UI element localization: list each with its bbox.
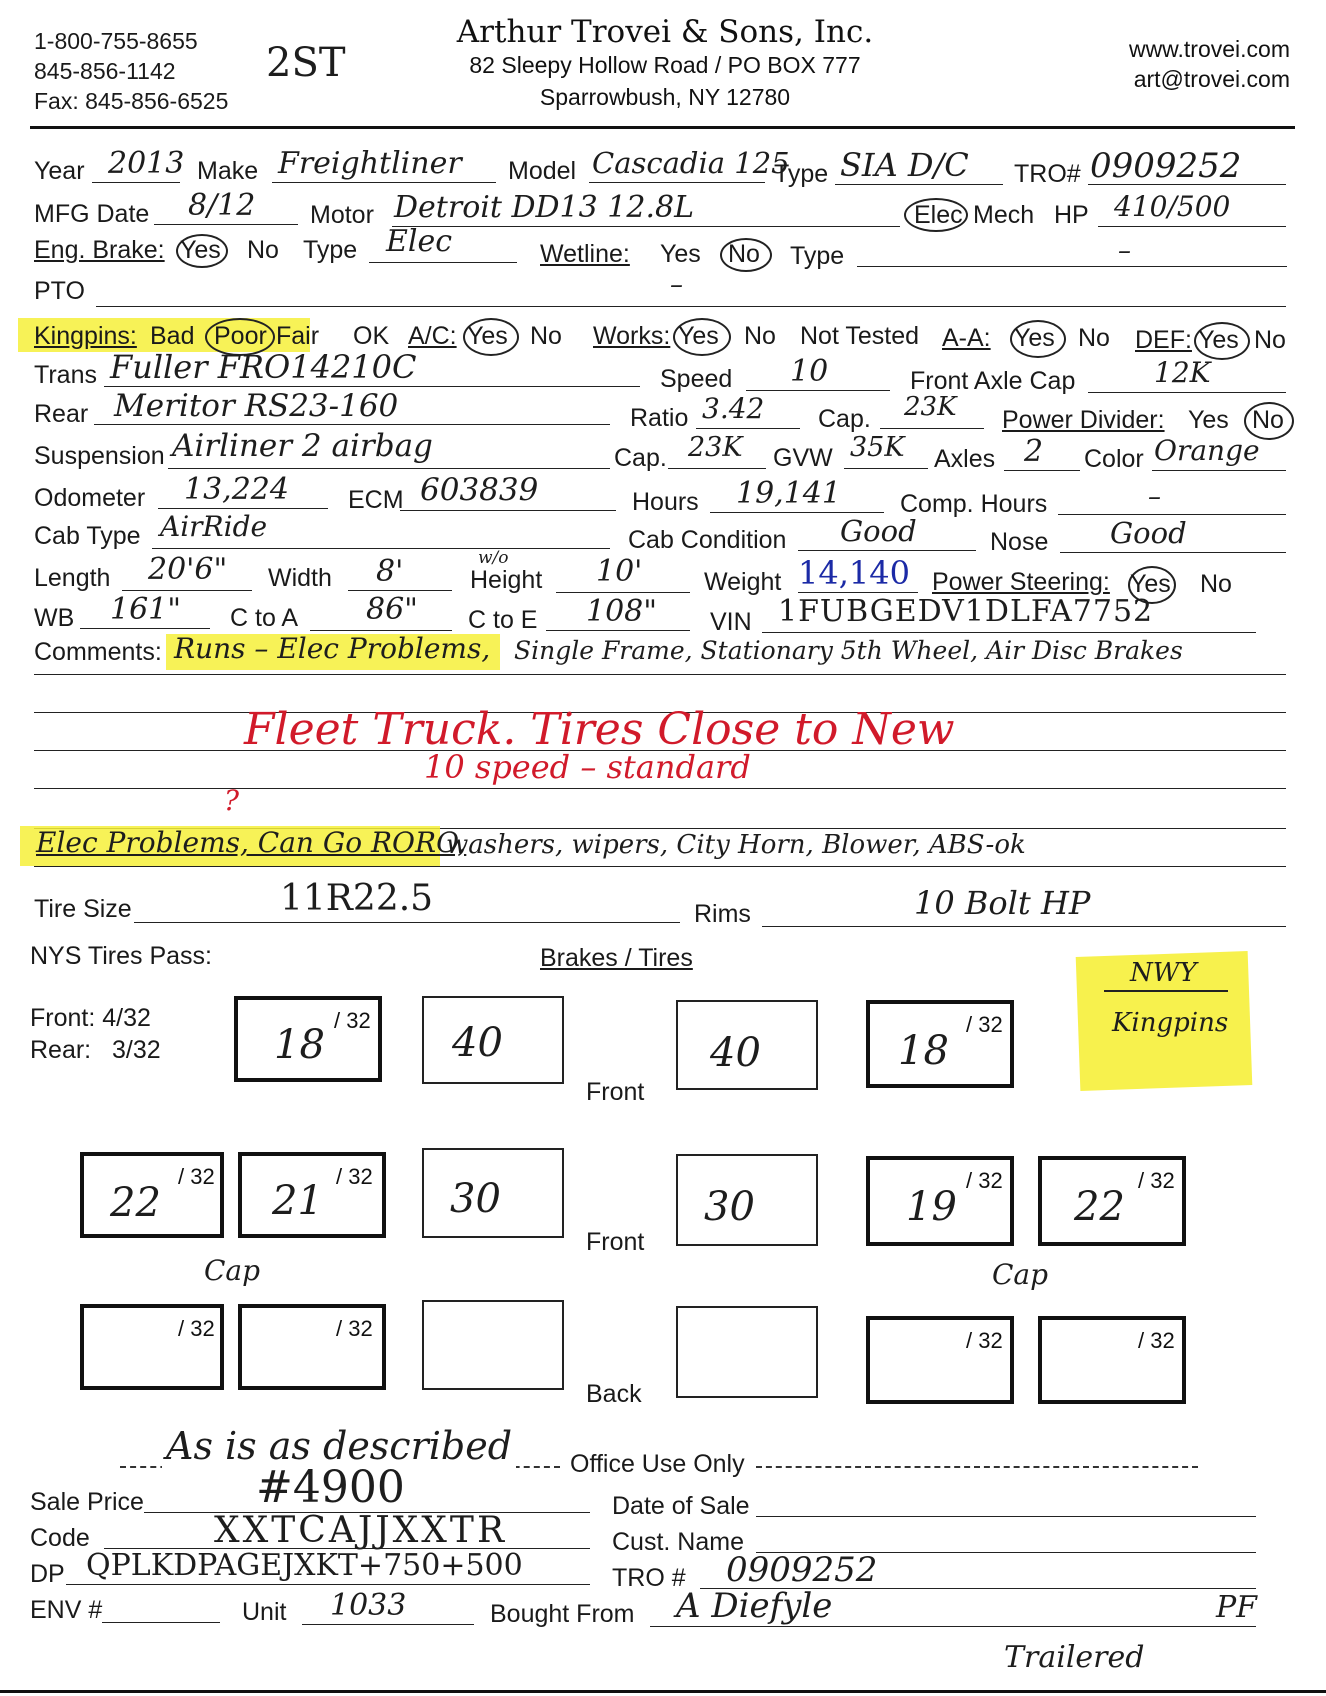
- wetline-no: No: [728, 240, 760, 268]
- sticky-note-bottom: Kingpins: [1112, 1008, 1229, 1038]
- front-axle-cap-value: 12K: [1154, 356, 1211, 389]
- hp-value: 410/500: [1114, 190, 1231, 223]
- company-address-2: Sparrowbush, NY 12780: [539, 84, 791, 110]
- unit-label: Unit: [242, 1598, 287, 1626]
- power-steering-label: Power Steering:: [932, 568, 1110, 596]
- color-value: Orange: [1154, 434, 1260, 467]
- fax-number: Fax: 845-856-6525: [34, 88, 229, 114]
- rear-tread-spec: Rear: 3/32: [30, 1036, 161, 1064]
- office-use-only-label: Office Use Only: [570, 1450, 745, 1478]
- cust-name-label: Cust. Name: [612, 1528, 744, 1556]
- elec-option: Elec: [914, 201, 963, 229]
- tire-box-unit: / 32: [1138, 1328, 1175, 1353]
- brake-value-front-left: 40: [452, 1020, 503, 1066]
- speed-label: Speed: [660, 365, 733, 393]
- c-to-a-label: C to A: [230, 604, 299, 632]
- height-label: Height: [470, 566, 543, 594]
- front-axle-1-label: Front: [586, 1078, 645, 1106]
- tire-box-unit: / 32: [966, 1168, 1003, 1193]
- question-mark: ?: [224, 784, 240, 817]
- aa-label: A-A:: [942, 324, 991, 352]
- as-is-note: As is as described: [162, 1424, 516, 1468]
- bought-from-label: Bought From: [490, 1600, 635, 1628]
- suspension-label: Suspension: [34, 442, 165, 470]
- tire-tread-drive-right-outer: 22: [1074, 1184, 1125, 1230]
- tire-box-unit: / 32: [966, 1012, 1003, 1037]
- works-label: Works:: [593, 322, 671, 350]
- color-label: Color: [1084, 445, 1144, 473]
- tire-box-unit: / 32: [336, 1316, 373, 1341]
- type-value: SIA D/C: [840, 146, 969, 184]
- motor-value: Detroit DD13 12.8L: [394, 190, 694, 225]
- power-divider-yes: Yes: [1188, 406, 1229, 434]
- def-yes: Yes: [1198, 326, 1239, 354]
- comment-red-2: 10 speed – standard: [424, 748, 751, 786]
- works-no: No: [744, 322, 776, 350]
- eng-brake-type-label: Type: [303, 236, 358, 264]
- code-value: XXTCAJJXXTR: [214, 1510, 508, 1551]
- tire-tread-drive-right-inner: 19: [906, 1184, 957, 1230]
- eng-brake-no: No: [247, 236, 279, 264]
- def-no: No: [1254, 326, 1286, 354]
- tire-box-unit: / 32: [336, 1164, 373, 1189]
- mfg-date-value: 8/12: [188, 188, 256, 223]
- kingpins-fair: Fair: [276, 322, 320, 350]
- rims-label: Rims: [694, 900, 751, 928]
- tire-size-label: Tire Size: [34, 895, 132, 923]
- trans-value: Fuller FRO14210C: [110, 348, 417, 386]
- email: art@trovei.com: [1133, 66, 1290, 92]
- power-steering-no: No: [1200, 570, 1232, 598]
- env-label: ENV #: [30, 1596, 103, 1624]
- brake-box-rear-right: [676, 1306, 818, 1398]
- eng-brake-label: Eng. Brake:: [34, 236, 165, 264]
- rear-cap-value: 23K: [904, 392, 957, 422]
- comp-hours-label: Comp. Hours: [900, 490, 1048, 518]
- gvw-label: GVW: [773, 444, 833, 472]
- susp-cap-value: 23K: [688, 432, 743, 463]
- handwritten-note: 2ST: [266, 40, 346, 86]
- pto-value: –: [670, 270, 683, 300]
- wetline-label: Wetline:: [540, 240, 630, 268]
- cap-note-left: Cap: [204, 1254, 261, 1287]
- hours-value: 19,141: [736, 476, 841, 511]
- sticky-note-top: NWY: [1130, 958, 1197, 988]
- tire-size-value: 11R22.5: [280, 878, 434, 919]
- rims-value: 10 Bolt HP: [914, 884, 1091, 922]
- trans-label: Trans: [34, 361, 97, 389]
- kingpins-ok: OK: [353, 322, 390, 350]
- rear-value: Meritor RS23-160: [114, 388, 399, 424]
- comment-1-rest: Single Frame, Stationary 5th Wheel, Air Disc Brakes: [514, 636, 1183, 665]
- tire-box-unit: / 32: [1138, 1168, 1175, 1193]
- kingpins-poor: Poor: [214, 322, 267, 350]
- def-label: DEF:: [1135, 326, 1192, 354]
- year-label: Year: [34, 157, 85, 185]
- make-value: Freightliner: [278, 146, 462, 181]
- comment-1-highlighted: Runs – Elec Problems,: [174, 632, 491, 665]
- ac-label: A/C:: [408, 322, 457, 350]
- ecm-label: ECM: [348, 486, 404, 514]
- kingpins-label: Kingpins:: [34, 322, 137, 350]
- kingpins-bad: Bad: [150, 322, 195, 350]
- speed-value: 10: [790, 354, 829, 389]
- pf-note: PF: [1216, 1590, 1258, 1625]
- comment-2-rest: washers, wipers, City Horn, Blower, ABS-ok: [446, 830, 1026, 860]
- cap-note-right: Cap: [992, 1258, 1049, 1291]
- works-not-tested: Not Tested: [800, 322, 920, 350]
- brakes-tires-label: Brakes / Tires: [540, 944, 693, 972]
- vin-value: 1FUBGEDV1DLFA7752: [778, 594, 1154, 629]
- phone-2: 845-856-1142: [34, 58, 176, 84]
- susp-cap-label: Cap.: [614, 444, 667, 472]
- tire-tread-front-right: 18: [898, 1028, 949, 1074]
- tire-tread-drive-left-inner: 21: [272, 1178, 323, 1224]
- ratio-value: 3.42: [702, 392, 765, 425]
- height-note: w/o: [478, 548, 509, 568]
- eng-brake-type-value: Elec: [386, 224, 453, 259]
- c-to-e-label: C to E: [468, 606, 538, 634]
- cab-type-value: AirRide: [160, 510, 268, 543]
- length-label: Length: [34, 564, 111, 592]
- company-name: Arthur Trovei & Sons, Inc.: [456, 14, 874, 50]
- front-tread-spec: Front: 4/32: [30, 1004, 151, 1032]
- wetline-type-value: –: [1118, 236, 1131, 266]
- hours-label: Hours: [632, 488, 699, 516]
- make-label: Make: [197, 157, 259, 185]
- wb-label: WB: [34, 604, 75, 632]
- aa-yes: Yes: [1014, 324, 1055, 352]
- weight-label: Weight: [704, 568, 782, 596]
- height-value: 10': [596, 554, 643, 589]
- tro-label: TRO#: [1014, 160, 1081, 188]
- ac-no: No: [530, 322, 562, 350]
- tro-hash-label: TRO #: [612, 1564, 686, 1592]
- dp-label: DP: [30, 1560, 65, 1588]
- sale-price-label: Sale Price: [30, 1488, 144, 1516]
- rear-label: Rear: [34, 400, 89, 428]
- cab-condition-value: Good: [840, 514, 917, 548]
- wb-value: 161": [110, 592, 182, 627]
- front-axle-cap-label: Front Axle Cap: [910, 367, 1076, 395]
- power-steering-yes: Yes: [1130, 570, 1171, 598]
- model-value: Cascadia 125: [592, 146, 790, 180]
- nys-tires-pass-label: NYS Tires Pass:: [30, 942, 212, 970]
- trailered-note: Trailered: [1004, 1640, 1145, 1675]
- vin-label: VIN: [710, 608, 752, 636]
- bought-from-value: A Diefyle: [676, 1586, 833, 1626]
- dp-value: QPLKDPAGEJXKT+750+500: [86, 1548, 523, 1583]
- mfg-date-label: MFG Date: [34, 200, 150, 228]
- front-axle-2-label: Front: [586, 1228, 645, 1256]
- sale-price-value: #4900: [256, 1462, 405, 1513]
- comment-red-1: Fleet Truck. Tires Close to New: [244, 704, 955, 755]
- weight-value: 14,140: [798, 554, 910, 592]
- tire-box-unit: / 32: [178, 1164, 215, 1189]
- type-label: Type: [774, 160, 829, 188]
- company-address-1: 82 Sleepy Hollow Road / PO BOX 777: [469, 52, 861, 78]
- axles-label: Axles: [934, 445, 996, 473]
- nose-value: Good: [1110, 516, 1187, 550]
- ac-yes: Yes: [467, 322, 508, 350]
- length-value: 20'6": [148, 552, 228, 587]
- ratio-label: Ratio: [630, 404, 689, 432]
- unit-value: 1033: [330, 1588, 407, 1623]
- website: www.trovei.com: [1128, 36, 1290, 62]
- hp-label: HP: [1054, 201, 1089, 229]
- year-value: 2013: [108, 146, 185, 181]
- mech-option: Mech: [973, 201, 1035, 229]
- ecm-value: 603839: [420, 472, 539, 508]
- tire-box-unit: / 32: [178, 1316, 215, 1341]
- comments-label: Comments:: [34, 638, 162, 666]
- aa-no: No: [1078, 324, 1110, 352]
- wetline-type-label: Type: [790, 242, 845, 270]
- tire-tread-front-left: 18: [274, 1022, 325, 1068]
- tire-box-unit: / 32: [334, 1008, 371, 1033]
- cab-type-label: Cab Type: [34, 522, 141, 550]
- tire-box-unit: / 32: [966, 1328, 1003, 1353]
- comp-hours-value: –: [1148, 482, 1161, 512]
- wetline-yes: Yes: [660, 240, 701, 268]
- brake-value-drive-right: 30: [704, 1184, 755, 1230]
- axles-value: 2: [1024, 434, 1044, 469]
- pto-label: PTO: [34, 277, 85, 305]
- c-to-e-value: 108": [586, 594, 658, 629]
- tire-tread-drive-left-outer: 22: [110, 1180, 161, 1226]
- works-yes: Yes: [678, 322, 719, 350]
- tro-hash-value: 0909252: [726, 1550, 878, 1590]
- motor-label: Motor: [310, 201, 374, 229]
- brake-value-front-right: 40: [710, 1030, 761, 1076]
- cab-condition-label: Cab Condition: [628, 526, 787, 554]
- brake-box-rear-left: [422, 1300, 564, 1390]
- width-label: Width: [268, 564, 332, 592]
- eng-brake-yes: Yes: [180, 236, 221, 264]
- back-axle-label: Back: [586, 1380, 642, 1408]
- bottom-edge: [0, 1690, 1326, 1693]
- power-divider-no: No: [1252, 406, 1284, 434]
- power-divider-label: Power Divider:: [1002, 406, 1165, 434]
- code-label: Code: [30, 1524, 90, 1552]
- header-divider: [30, 126, 1295, 129]
- rear-cap-label: Cap.: [818, 405, 871, 433]
- odometer-value: 13,224: [184, 472, 289, 507]
- brake-value-drive-left: 30: [450, 1176, 501, 1222]
- model-label: Model: [508, 157, 577, 185]
- date-of-sale-label: Date of Sale: [612, 1492, 750, 1520]
- odometer-label: Odometer: [34, 484, 146, 512]
- comment-2-highlighted: Elec Problems, Can Go RORO,: [36, 826, 467, 859]
- gvw-value: 35K: [850, 432, 905, 463]
- phone-1: 1-800-755-8655: [34, 28, 198, 54]
- suspension-value: Airliner 2 airbag: [172, 428, 433, 464]
- nose-label: Nose: [990, 528, 1049, 556]
- c-to-a-value: 86": [366, 592, 418, 627]
- tro-value: 0909252: [1090, 146, 1242, 186]
- width-value: 8': [376, 554, 404, 589]
